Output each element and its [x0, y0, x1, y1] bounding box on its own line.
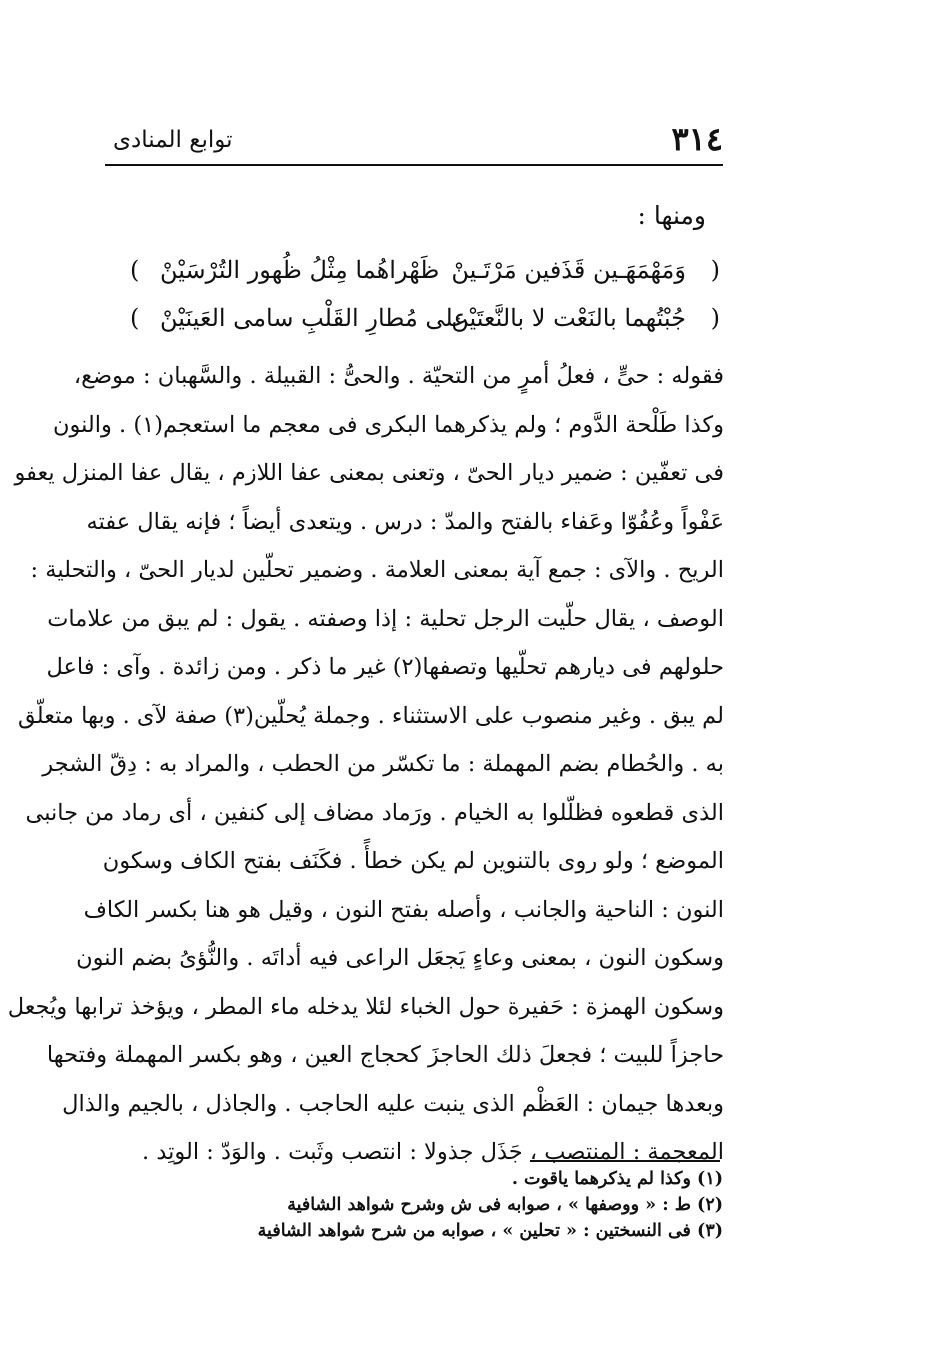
body-line: حاجزاً للبيت ؛ فجعلَ ذلك الحاجزَ كحجاج العين ، وهو بكسر المهملة وفتحها: [46, 1042, 724, 1068]
body-line: فقوله : حىٍّ ، فعلُ أمرٍ من التحيّة . والحىُّ : القبيلة . والسَّهبان : موضع،: [73, 363, 724, 389]
body-line: عَفْواً وعُفُوّا وعَفاء بالفتح والمدّ : درس . ويتعدى أيضاً ؛ فإنه يقال عفته: [86, 508, 724, 535]
verse-paren-close: ): [130, 256, 140, 284]
page-header: [105, 118, 723, 160]
verse-hemistich-second: ظَهْراهُما مِثْلُ ظُهور التُرْسَيْنْ: [160, 256, 440, 284]
body-line: وكذا طَلْحة الدَّوم ؛ ولم يذكرهما البكرى فى معجم ما استعجم(١) . والنون: [52, 411, 724, 438]
body-line: به . والحُطام بضم المهملة : ما تكسّر من الحطب ، والمراد به : دِقّ الشجر: [42, 751, 724, 777]
verse-paren-close: ): [130, 304, 140, 332]
body-line: الذى قطعوه فظلّلوا به الخيام . ورَماد مضاف إلى كنفين ، أى رماد من جانبى: [25, 799, 724, 826]
commentary-body: [7, 352, 724, 1177]
footnote: (١) وكذا لم يذكرهما ياقوت .: [511, 1169, 723, 1189]
verse-paren-open: (: [710, 256, 720, 284]
body-line: الموضع ؛ ولو روى بالتنوين لم يكن خطأً . فكَنَف بفتح الكاف وسكون: [102, 848, 724, 874]
verse-hemistich-second: على مُطارِ القَلْبِ سامى العَينَيْنْ: [160, 304, 468, 332]
body-line: الريح . والآى : جمع آية بمعنى العلامة . وضمير تحلّين لديار الحىّ ، والتحلية :: [30, 557, 724, 583]
running-head: توابع المنادى: [113, 127, 233, 153]
verse-line: [130, 296, 720, 340]
body-line: المعجمة : المنتصب ، جَذَل جذولا : انتصب وثَبت . والوَدّ : الوتِد .: [142, 1139, 724, 1165]
body-line: الوصف ، يقال حلّيت الرجل تحلية : إذا وصفته . يقول : لم يبق من علامات: [47, 605, 724, 632]
body-line: حلولهم فى ديارهم تحلّيها وتصفها(٢) غير ما ذكر . ومن زائدة . وآى : فاعل: [46, 654, 724, 680]
verse-hemistich-first: جُبْتُهما بالنَعْت لا بالنَّعتَيْن: [451, 304, 686, 332]
body-line: وسكون الهمزة : حَفيرة حول الخباء لئلا يدخله ماء المطر ، ويؤخذ ترابها ويُجعل: [7, 993, 724, 1020]
body-line: وسكون النون ، بمعنى وعاءٍ يَجعَل الراعى فيه أداتَه . والنُّؤىُ بضم النون: [76, 945, 724, 971]
footnotes: [258, 1166, 723, 1244]
footnote: (٣) فى النسختين : « تحلين » ، صوابه من شرح شواهد الشافية: [257, 1221, 723, 1241]
footnote-rule: [530, 1160, 720, 1162]
footnote: (٢) ط : « ووصفها » ، صوابه فى ش وشرح شواهد الشافية: [287, 1195, 723, 1215]
body-line: لم يبق . وغير منصوب على الاستثناء . وجملة يُحلّين(٣) صفة لآى . وبها متعلّق: [18, 702, 724, 729]
verse-hemistich-first: وَمَهْمَهَـين قَذَفين مَرْتَـينْ: [451, 256, 686, 284]
page-number: ٣١٤: [671, 120, 723, 158]
verse-line: [130, 248, 720, 292]
body-line: وبعدها جيمان : العَظْم الذى ينبت عليه الحاجب . والجاذل ، بالجيم والذال: [62, 1090, 724, 1117]
verse-paren-open: (: [710, 304, 720, 332]
body-line: النون : الناحية والجانب ، وأصله بفتح النون ، وقيل هو هنا بكسر الكاف: [83, 896, 724, 923]
intro-text: ومنها :: [637, 201, 706, 230]
header-rule: [105, 164, 723, 166]
body-line: فى تعفّين : ضمير ديار الحىّ ، وتعنى بمعنى عفا اللازم ، يقال عفا المنزل يعفو: [14, 460, 724, 486]
